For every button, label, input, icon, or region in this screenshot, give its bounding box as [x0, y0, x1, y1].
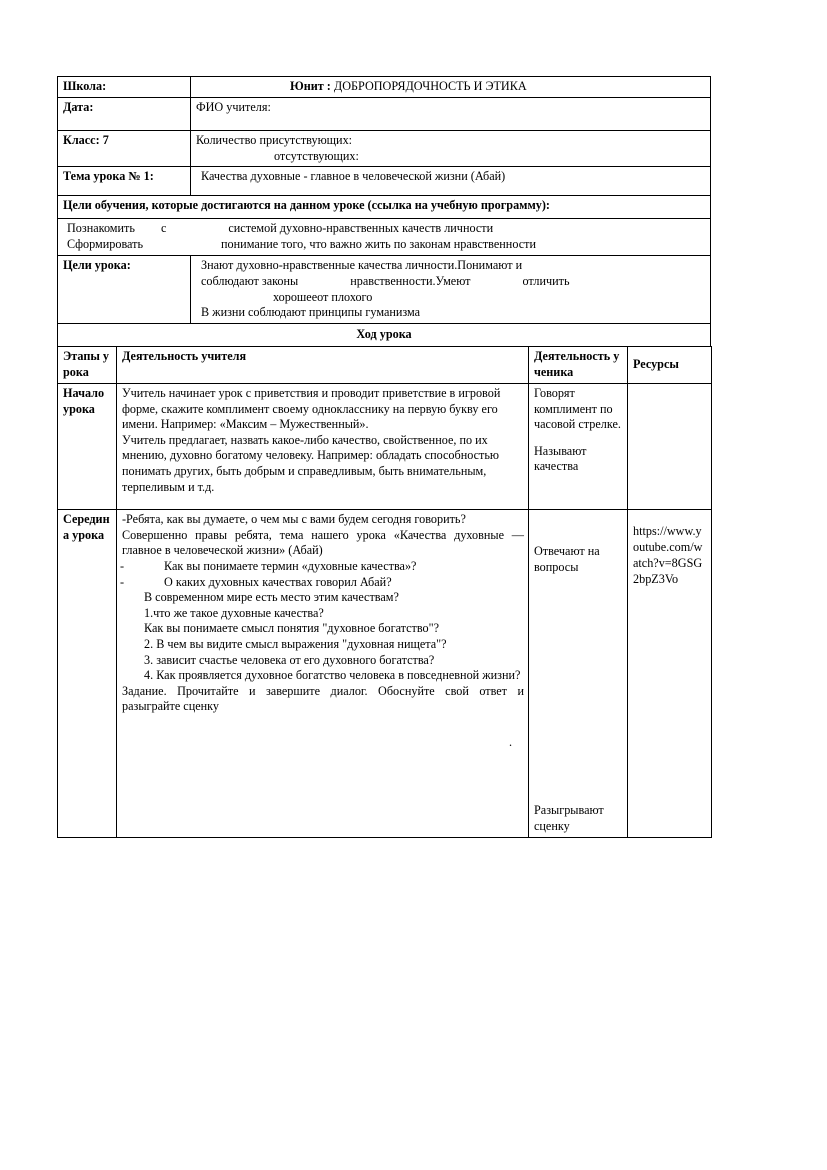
class-label: Класс: 7	[58, 130, 191, 167]
table-row-objectives-title	[58, 196, 711, 219]
column-header-resources: Ресурсы	[628, 347, 712, 384]
student-block: Называют качества	[534, 443, 587, 474]
lesson-plan-page	[57, 76, 711, 838]
lesson-goal-line: В жизни соблюдают принципы гуманизма	[201, 305, 421, 320]
student-activity-start	[529, 383, 628, 509]
lesson-goal-line: соблюдают законы	[201, 273, 299, 288]
teacher-question: 4. Как проявляется духовное богатство человека в повседневной жизни?	[144, 668, 521, 683]
student-block: Говорят комплимент по часовой стрелке.	[534, 385, 621, 432]
teacher-paragraph: Учитель предлагает, назвать какое-либо качество, свойственное, по их мнению, духовно богатому человеку. Например: обладать способностью понимать других, быть добрым и справедливым, быть внимательным, терпеливым и т.д.	[122, 432, 500, 494]
student-block: Разыгрывают сценку	[534, 803, 604, 833]
lesson-topic-value: Качества духовные - главное в человеческой жизни (Абай)	[191, 167, 711, 196]
teacher-activity-middle	[117, 510, 529, 837]
objective-lead: Сформировать	[67, 237, 144, 252]
present-label: Количество присутствующих:	[196, 132, 353, 147]
lesson-topic-label: Тема урока № 1:	[58, 167, 191, 196]
stage-name-middle: Середина урока	[58, 510, 117, 837]
resources-middle	[628, 510, 712, 837]
table-row-flow-title	[58, 324, 711, 347]
lesson-goals-label: Цели урока:	[58, 255, 191, 323]
teacher-paragraph: -Ребята, как вы думаете, о чем мы с вами будем сегодня говорить?	[122, 512, 466, 527]
objective-rest: системой духовно-нравственных качеств личности	[228, 221, 494, 236]
lesson-flow-table	[57, 346, 712, 837]
table-row-topic	[58, 167, 711, 196]
table-row-school	[58, 77, 711, 98]
teacher-bullet-text: Как вы понимаете термин «духовные качества»?	[164, 558, 417, 573]
column-header-stage: Этапы урока	[58, 347, 117, 384]
teacher-question: Как вы понимаете смысл понятия "духовное богатство"?	[144, 621, 440, 636]
teacher-bullet: - О каких духовных качествах говорил Абай?	[120, 574, 392, 589]
teacher-paragraph: Совершенно правы ребята, тема нашего урока «Качества духовные — главное в человеческой жизни» (Абай)	[122, 527, 524, 558]
teacher-task: Задание. Прочитайте и завершите диалог. Обоснуйте свой ответ и разыграйте сценку	[122, 683, 524, 714]
objectives-list	[58, 219, 711, 256]
school-label: Школа:	[58, 77, 191, 98]
teacher-paragraph: Учитель начинает урок с приветствия и проводит приветствие в игровой форме, скажите комплимент своему однокласснику на первую букву его имени. Например: «Максим – Мужественный».	[122, 385, 501, 432]
student-block: Отвечают на вопросы	[534, 544, 600, 574]
stage-name-start: Начало урока	[58, 383, 117, 509]
column-header-student: Деятельность ученика	[529, 347, 628, 384]
lesson-goal-line: нравственности.Умеют	[350, 273, 471, 288]
teacher-question: 1.что же такое духовные качества?	[144, 605, 324, 620]
objective-item	[67, 237, 706, 253]
lesson-goal-line: Знают духовно-нравственные качества личности.Понимают и	[201, 257, 523, 272]
flow-section-title: Ход урока	[58, 324, 711, 347]
objective-item	[67, 221, 706, 237]
unit-label: Юнит :	[290, 79, 331, 93]
date-label: Дата:	[58, 97, 191, 130]
trailing-dot: .	[508, 735, 512, 750]
table-row-date	[58, 97, 711, 130]
teacher-question: 2. В чем вы видите смысл выражения "духовная нищета"?	[144, 637, 447, 652]
objective-lead: Познакомить	[67, 221, 135, 236]
table-row-lesson-goals	[58, 255, 711, 323]
attendance-cell	[191, 130, 711, 167]
table-row-objectives-items	[58, 219, 711, 256]
teacher-activity-start	[117, 383, 529, 509]
lesson-goal-line: отличить	[522, 273, 570, 288]
unit-cell	[191, 77, 711, 98]
teacher-bullet-text: О каких духовных качествах говорил Абай?	[164, 574, 392, 589]
table-row-middle-of-lesson	[58, 510, 712, 837]
teacher-bullet: - Как вы понимаете термин «духовные качества»?	[120, 558, 417, 573]
lesson-plan-table	[57, 76, 711, 347]
lesson-goal-line: хорошееот плохого	[273, 289, 373, 304]
lesson-goals-cell	[191, 255, 711, 323]
table-row-class	[58, 130, 711, 167]
teacher-name-label: ФИО учителя:	[191, 97, 711, 130]
objective-rest: понимание того, что важно жить по законам нравственности	[221, 237, 536, 252]
objective-mid: с	[160, 221, 167, 236]
absent-label: отсутствующих:	[274, 148, 359, 163]
column-header-teacher: Деятельность учителя	[117, 347, 529, 384]
flow-header-row	[58, 347, 712, 384]
resource-url: https://www.youtube.com/watch?v=8GSG2bpZ3Vo	[633, 524, 703, 587]
student-activity-middle	[529, 510, 628, 837]
objectives-section-title: Цели обучения, которые достигаются на данном уроке (ссылка на учебную программу):	[58, 196, 711, 219]
teacher-question: В современном мире есть место этим качествам?	[144, 590, 399, 605]
teacher-question: 3. зависит счастье человека от его духовного богатства?	[144, 652, 435, 667]
unit-value: ДОБРОПОРЯДОЧНОСТЬ И ЭТИКА	[333, 79, 527, 93]
resources-start	[628, 383, 712, 509]
table-row-start-of-lesson	[58, 383, 712, 509]
lesson-goal-line-group	[201, 274, 706, 290]
